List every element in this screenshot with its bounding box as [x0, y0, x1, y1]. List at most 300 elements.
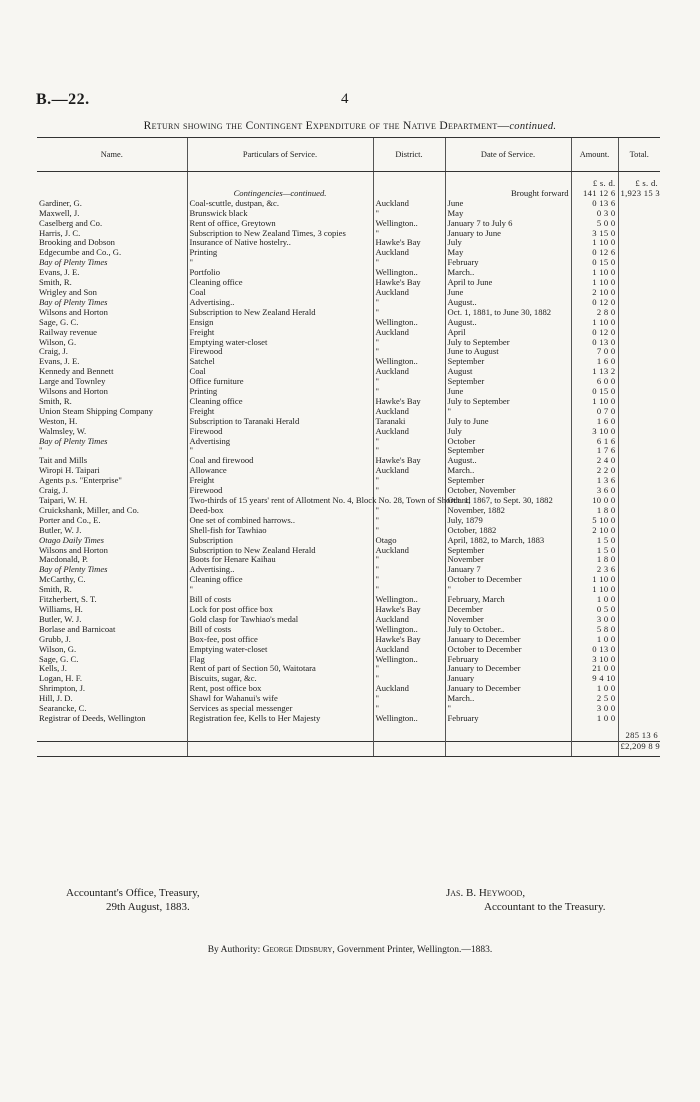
- row-amount: 21 0 0: [571, 664, 618, 674]
- row-amount: 0 7 0: [571, 407, 618, 417]
- row-date: December: [445, 605, 571, 615]
- row-particulars: Freight: [187, 328, 373, 338]
- table-body: [37, 172, 660, 724]
- table-row: [37, 288, 660, 298]
- row-district: Hawke's Bay: [373, 278, 445, 288]
- row-date: July to October..: [445, 625, 571, 635]
- row-amount: 0 5 0: [571, 605, 618, 615]
- row-total: [618, 347, 660, 357]
- row-date: July to September: [445, 338, 571, 348]
- date-line: 29th August, 1883.: [106, 901, 190, 913]
- row-particulars: Firewood: [187, 427, 373, 437]
- row-date: November: [445, 555, 571, 565]
- row-name: Macdonald, P.: [39, 554, 88, 565]
- column-header-name: Name.: [37, 138, 187, 172]
- row-amount: 5 10 0: [571, 516, 618, 526]
- row-particulars: ": [187, 446, 373, 456]
- row-date: October to December: [445, 645, 571, 655]
- row-amount: 1 0 0: [571, 635, 618, 645]
- row-name: Walmsley, W.: [39, 425, 87, 436]
- row-total: [618, 397, 660, 407]
- row-district: ": [373, 298, 445, 308]
- office-line: Accountant's Office, Treasury,: [66, 887, 200, 899]
- row-amount: 0 12 0: [571, 328, 618, 338]
- row-total: [618, 328, 660, 338]
- row-amount: 2 2 0: [571, 466, 618, 476]
- table-row: [37, 575, 660, 585]
- row-district: ": [373, 377, 445, 387]
- row-particulars: Bill of costs: [187, 595, 373, 605]
- row-district: ": [373, 664, 445, 674]
- row-particulars: Office furniture: [187, 377, 373, 387]
- row-name: Shrimpton, J.: [39, 683, 86, 694]
- table-row: [37, 308, 660, 318]
- table-row: [37, 546, 660, 556]
- table-row: [37, 387, 660, 397]
- table-row: [37, 209, 660, 219]
- row-total: [618, 377, 660, 387]
- row-district: ": [373, 338, 445, 348]
- table-row: [37, 248, 660, 258]
- table-row: [37, 595, 660, 605]
- row-total: [618, 268, 660, 278]
- row-district: Auckland: [373, 367, 445, 377]
- row-total: [618, 298, 660, 308]
- column-header-amount: Amount.: [571, 138, 618, 172]
- row-total: [618, 278, 660, 288]
- row-name: Bay of Plenty Times: [39, 296, 108, 307]
- row-particulars: Insurance of Native hostelry..: [187, 238, 373, 248]
- row-total: [618, 674, 660, 684]
- row-total: [618, 387, 660, 397]
- table-row: [37, 417, 660, 427]
- row-particulars: Lock for post office box: [187, 605, 373, 615]
- table-row: [37, 446, 660, 456]
- row-district: ": [373, 704, 445, 714]
- table-row: [37, 347, 660, 357]
- amount-units: £ s. d.: [571, 172, 618, 189]
- row-total: [618, 486, 660, 496]
- table-row: [37, 684, 660, 694]
- table-row: [37, 278, 660, 288]
- row-date: August: [445, 367, 571, 377]
- row-date: January 7 to July 6: [445, 219, 571, 229]
- row-total: [618, 288, 660, 298]
- row-particulars: Firewood: [187, 486, 373, 496]
- row-date: May: [445, 209, 571, 219]
- page-title: [40, 120, 660, 132]
- row-amount: 1 10 0: [571, 268, 618, 278]
- row-date: March..: [445, 694, 571, 704]
- subtotal-value: 285 13 6: [618, 724, 660, 741]
- row-total: [618, 308, 660, 318]
- column-header-particulars: Particulars of Service.: [187, 138, 373, 172]
- accountant-name: Jas. B. Heywood,: [446, 887, 526, 899]
- row-total: [618, 407, 660, 417]
- row-particulars: Services as special messenger: [187, 704, 373, 714]
- row-name: Cruickshank, Miller, and Co.: [39, 504, 139, 515]
- row-name: Wilsons and Horton: [39, 386, 108, 397]
- row-date: September: [445, 446, 571, 456]
- row-total: [618, 456, 660, 466]
- row-district: Wellington..: [373, 219, 445, 229]
- row-total: [618, 625, 660, 635]
- row-amount: 2 10 0: [571, 288, 618, 298]
- row-amount: 1 6 0: [571, 357, 618, 367]
- row-name: Smith, R.: [39, 277, 72, 288]
- brought-forward-row: [37, 189, 660, 199]
- row-amount: 0 15 0: [571, 258, 618, 268]
- column-header-total: Total.: [618, 138, 660, 172]
- row-particulars: Two-thirds of 15 years' rent of Allotment No. 4, Block No. 28, Town of Shortland: [187, 496, 373, 506]
- row-name: Smith, R.: [39, 584, 72, 595]
- table-row: [37, 714, 660, 724]
- row-amount: 1 10 0: [571, 318, 618, 328]
- row-date: April to June: [445, 278, 571, 288]
- table-row: [37, 664, 660, 674]
- row-particulars: Emptying water-closet: [187, 338, 373, 348]
- row-date: October, 1882: [445, 526, 571, 536]
- row-total: [618, 476, 660, 486]
- row-date: August..: [445, 298, 571, 308]
- row-district: Auckland: [373, 466, 445, 476]
- table-row: [37, 298, 660, 308]
- row-amount: 1 0 0: [571, 684, 618, 694]
- row-date: January to June: [445, 229, 571, 239]
- row-name: Gardiner, G.: [39, 197, 82, 208]
- row-total: [618, 466, 660, 476]
- row-district: Auckland: [373, 288, 445, 298]
- row-district: Hawke's Bay: [373, 635, 445, 645]
- table-row: [37, 615, 660, 625]
- row-amount: 2 5 0: [571, 694, 618, 704]
- row-particulars: Freight: [187, 407, 373, 417]
- row-district: Auckland: [373, 328, 445, 338]
- row-particulars: Allowance: [187, 466, 373, 476]
- row-amount: 1 0 0: [571, 714, 618, 724]
- row-date: March..: [445, 268, 571, 278]
- row-name: Sage, G. C.: [39, 316, 79, 327]
- row-total: [618, 199, 660, 209]
- row-particulars: Rent of office, Greytown: [187, 219, 373, 229]
- table-row: [37, 338, 660, 348]
- row-total: [618, 694, 660, 704]
- row-particulars: Ensign: [187, 318, 373, 328]
- row-amount: 3 6 0: [571, 486, 618, 496]
- row-name: Registrar of Deeds, Wellington: [39, 712, 146, 723]
- row-name: Borlase and Barnicoat: [39, 623, 116, 634]
- brought-forward-total: 1,923 15 3: [618, 189, 660, 199]
- table-row: [37, 377, 660, 387]
- row-date: September: [445, 377, 571, 387]
- row-total: [618, 575, 660, 585]
- row-date: July: [445, 427, 571, 437]
- row-district: Wellington..: [373, 625, 445, 635]
- row-name: Caselberg and Co.: [39, 217, 103, 228]
- accountant-title: Accountant to the Treasury.: [484, 901, 606, 913]
- row-name: Agents p.s. "Enterprise": [39, 475, 122, 486]
- row-amount: 3 15 0: [571, 229, 618, 239]
- grand-total-value: £2,209 8 9: [618, 741, 660, 756]
- row-date: June: [445, 288, 571, 298]
- row-particulars: ": [187, 585, 373, 595]
- title-continued: continued.: [509, 121, 557, 132]
- row-name: Brooking and Dobson: [39, 237, 115, 248]
- table-row: [37, 476, 660, 486]
- row-name: Edgecumbe and Co., G.: [39, 247, 122, 258]
- row-district: Auckland: [373, 615, 445, 625]
- row-date: November: [445, 615, 571, 625]
- row-name: Evans, J. E.: [39, 356, 80, 367]
- row-district: ": [373, 209, 445, 219]
- row-total: [618, 258, 660, 268]
- row-name: Bay of Plenty Times: [39, 435, 108, 446]
- row-date: June: [445, 387, 571, 397]
- row-particulars: Cleaning office: [187, 397, 373, 407]
- row-amount: 3 0 0: [571, 704, 618, 714]
- row-particulars: Printing: [187, 248, 373, 258]
- row-amount: 3 0 0: [571, 615, 618, 625]
- table-row: [37, 437, 660, 447]
- row-district: ": [373, 575, 445, 585]
- table-row: [37, 219, 660, 229]
- row-amount: 2 3 6: [571, 565, 618, 575]
- row-total: [618, 536, 660, 546]
- row-particulars: Rent, post office box: [187, 684, 373, 694]
- row-date: April, 1882, to March, 1883: [445, 536, 571, 546]
- table-row: [37, 238, 660, 248]
- row-particulars: Box-fee, post office: [187, 635, 373, 645]
- row-name: Wilsons and Horton: [39, 544, 108, 555]
- row-amount: 0 15 0: [571, 387, 618, 397]
- table-row: [37, 655, 660, 665]
- continued-heading: Contingencies—continued.: [233, 187, 327, 198]
- row-date: October, November: [445, 486, 571, 496]
- row-date: January to December: [445, 635, 571, 645]
- row-name: Bay of Plenty Times: [39, 564, 108, 575]
- row-amount: 1 3 6: [571, 476, 618, 486]
- row-particulars: Rent of part of Section 50, Waitotara: [187, 664, 373, 674]
- row-particulars: Advertising: [187, 437, 373, 447]
- row-amount: 1 7 6: [571, 446, 618, 456]
- row-name: Smith, R.: [39, 395, 72, 406]
- row-particulars: Coal and firewood: [187, 456, 373, 466]
- table-row: [37, 427, 660, 437]
- row-total: [618, 219, 660, 229]
- row-total: [618, 357, 660, 367]
- subtotal-row: [37, 724, 660, 741]
- row-name: Railway revenue: [39, 326, 97, 337]
- row-district: ": [373, 565, 445, 575]
- row-amount: 6 0 0: [571, 377, 618, 387]
- table-row: [37, 526, 660, 536]
- row-amount: 7 0 0: [571, 347, 618, 357]
- row-date: September: [445, 357, 571, 367]
- row-amount: 9 4 10: [571, 674, 618, 684]
- row-district: Auckland: [373, 248, 445, 258]
- row-date: November, 1882: [445, 506, 571, 516]
- row-amount: 0 3 0: [571, 209, 618, 219]
- row-amount: 1 6 0: [571, 417, 618, 427]
- row-total: [618, 684, 660, 694]
- table-row: [37, 605, 660, 615]
- row-date: January: [445, 674, 571, 684]
- row-name: Wrigley and Son: [39, 286, 97, 297]
- row-particulars: Gold clasp for Tawhiao's medal: [187, 615, 373, 625]
- row-particulars: Registration fee, Kells to Her Majesty: [187, 714, 373, 724]
- row-amount: 1 10 0: [571, 397, 618, 407]
- row-total: [618, 714, 660, 724]
- row-district: ": [373, 585, 445, 595]
- row-date: ": [445, 704, 571, 714]
- imprint-prefix: By Authority:: [207, 945, 263, 955]
- row-district: Auckland: [373, 407, 445, 417]
- row-amount: 1 8 0: [571, 506, 618, 516]
- row-district: ": [373, 486, 445, 496]
- table-row: [37, 536, 660, 546]
- row-particulars: Portfolio: [187, 268, 373, 278]
- row-date: September: [445, 476, 571, 486]
- total-units: £ s. d.: [618, 172, 660, 189]
- row-name: Wilsons and Horton: [39, 306, 108, 317]
- row-name: McCarthy, C.: [39, 574, 86, 585]
- row-amount: 1 5 0: [571, 546, 618, 556]
- row-total: [618, 585, 660, 595]
- table-row: [37, 456, 660, 466]
- row-district: Wellington..: [373, 595, 445, 605]
- row-total: [618, 655, 660, 665]
- brought-forward-amount: 141 12 6: [571, 189, 618, 199]
- row-name: Maxwell, J.: [39, 207, 80, 218]
- row-total: [618, 555, 660, 565]
- office-signature-block: [66, 886, 200, 914]
- row-amount: 1 10 0: [571, 238, 618, 248]
- row-date: July: [445, 238, 571, 248]
- expenditure-table: [37, 137, 660, 757]
- row-amount: 2 4 0: [571, 456, 618, 466]
- row-date: January to December: [445, 664, 571, 674]
- row-amount: 5 8 0: [571, 625, 618, 635]
- row-district: ": [373, 229, 445, 239]
- row-particulars: One set of combined harrows..: [187, 516, 373, 526]
- row-district: Hawke's Bay: [373, 238, 445, 248]
- row-district: ": [373, 347, 445, 357]
- table-row: [37, 555, 660, 565]
- row-district: Auckland: [373, 199, 445, 209]
- row-particulars: Bill of costs: [187, 625, 373, 635]
- page-number: 4: [341, 91, 349, 107]
- row-date: March..: [445, 466, 571, 476]
- row-district: Wellington..: [373, 714, 445, 724]
- row-total: [618, 238, 660, 248]
- row-total: [618, 417, 660, 427]
- row-date: January 7: [445, 565, 571, 575]
- table-row: [37, 199, 660, 209]
- row-date: July, 1879: [445, 516, 571, 526]
- row-district: Auckland: [373, 684, 445, 694]
- row-name: Hill, J. D.: [39, 693, 73, 704]
- row-district: ": [373, 387, 445, 397]
- row-total: [618, 437, 660, 447]
- row-district: ": [373, 258, 445, 268]
- row-particulars: Subscription to New Zealand Herald: [187, 308, 373, 318]
- row-amount: 0 13 0: [571, 338, 618, 348]
- row-total: [618, 367, 660, 377]
- grand-total-row: [37, 741, 660, 756]
- row-particulars: Cleaning office: [187, 278, 373, 288]
- row-district: ": [373, 694, 445, 704]
- row-amount: 1 10 0: [571, 278, 618, 288]
- row-district: Auckland: [373, 546, 445, 556]
- row-name: Union Steam Shipping Company: [39, 405, 153, 416]
- row-total: [618, 664, 660, 674]
- row-amount: 0 13 0: [571, 645, 618, 655]
- row-total: [618, 605, 660, 615]
- table-row: [37, 694, 660, 704]
- table-row: [37, 565, 660, 575]
- printer-name: George Didsbury: [262, 945, 333, 955]
- row-date: Oct. 1, 1881, to June 30, 1882: [445, 308, 571, 318]
- row-name: Craig, J.: [39, 485, 68, 496]
- row-name: Wilson, G.: [39, 643, 77, 654]
- row-particulars: Freight: [187, 476, 373, 486]
- row-particulars: Shell-fish for Tawhiao: [187, 526, 373, 536]
- row-name: Fitzherbert, S. T.: [39, 594, 97, 605]
- row-district: Wellington..: [373, 318, 445, 328]
- row-district: ": [373, 526, 445, 536]
- row-district: ": [373, 308, 445, 318]
- row-district: ": [373, 446, 445, 456]
- row-particulars: Printing: [187, 387, 373, 397]
- row-name: Butler, W. J.: [39, 524, 82, 535]
- row-date: ": [445, 407, 571, 417]
- row-district: ": [373, 437, 445, 447]
- row-amount: 0 13 6: [571, 199, 618, 209]
- row-particulars: Subscription to Taranaki Herald: [187, 417, 373, 427]
- row-total: [618, 338, 660, 348]
- row-date: June: [445, 199, 571, 209]
- row-date: February: [445, 258, 571, 268]
- row-name: Wiropi H. Taipari: [39, 465, 100, 476]
- row-total: [618, 635, 660, 645]
- row-particulars: Coal: [187, 367, 373, 377]
- row-name: Weston, H.: [39, 415, 78, 426]
- row-particulars: Coal: [187, 288, 373, 298]
- row-total: [618, 516, 660, 526]
- row-date: February: [445, 714, 571, 724]
- column-header-date: Date of Service.: [445, 138, 571, 172]
- row-name: Sage, G. C.: [39, 653, 79, 664]
- table-header-row: [37, 138, 660, 172]
- row-amount: 1 8 0: [571, 555, 618, 565]
- row-particulars: Satchel: [187, 357, 373, 367]
- row-amount: 1 10 0: [571, 575, 618, 585]
- table-row: [37, 357, 660, 367]
- row-date: February, March: [445, 595, 571, 605]
- table-row: [37, 585, 660, 595]
- table-row: [37, 506, 660, 516]
- row-particulars: Subscription to New Zealand Herald: [187, 546, 373, 556]
- row-particulars: Coal-scuttle, dustpan, &c.: [187, 199, 373, 209]
- row-particulars: Brunswick black: [187, 209, 373, 219]
- row-particulars: Flag: [187, 655, 373, 665]
- row-date: August..: [445, 318, 571, 328]
- units-row: [37, 172, 660, 189]
- printer-imprint: [40, 945, 660, 955]
- table-row: [37, 645, 660, 655]
- row-name: Otago Daily Times: [39, 534, 104, 545]
- row-amount: 0 12 6: [571, 248, 618, 258]
